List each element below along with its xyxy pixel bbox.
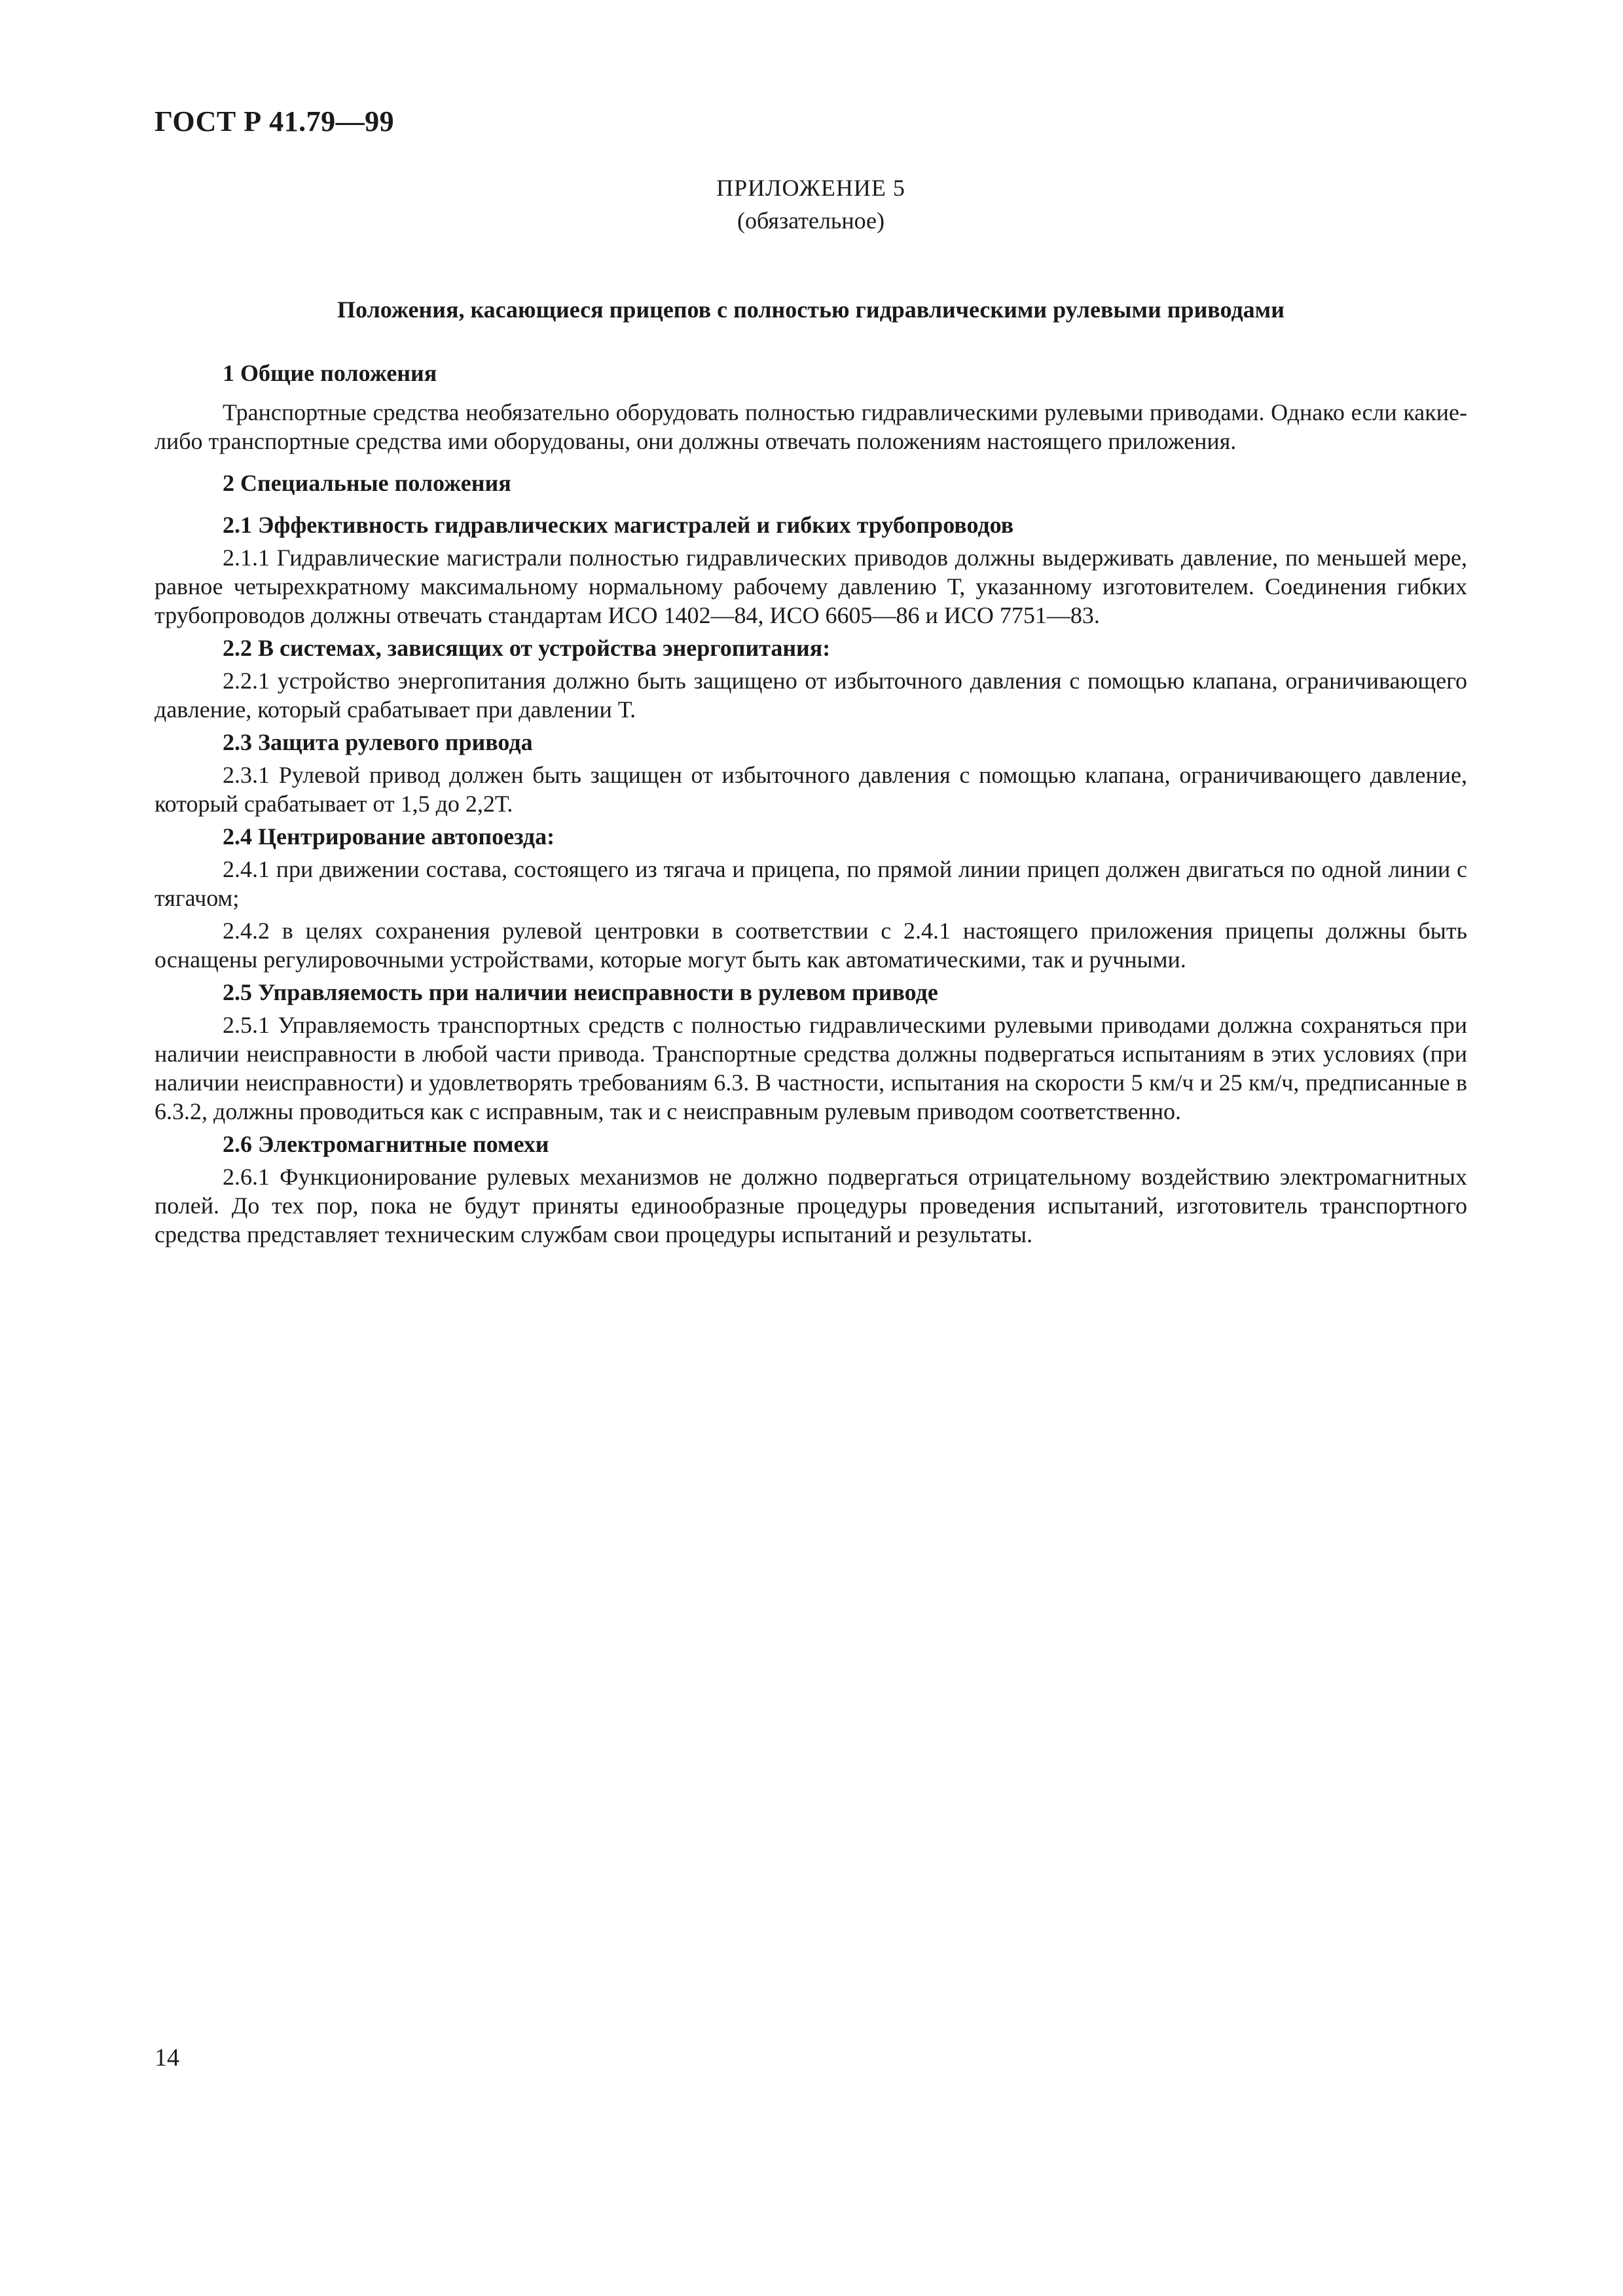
paragraph-2-5-1: 2.5.1 Управляемость транспортных средств с полностью гидравлическими рулевыми приводами должна сохраняться при наличии неисправности в любой части привода. Транспортные средства должны подвергаться испытаниям в этих условиях (при наличии неисправности) и удовлетворять требованиям 6.3. В частности, испытания на скорости 5 км/ч и 25 км/ч, предписанные в 6.3.2, должны проводиться как с исправным, так и с неисправным рулевым приводом соответственно. bbox=[155, 1012, 1467, 1124]
appendix-status: (обязательное) bbox=[737, 207, 884, 234]
document-title: Положения, касающиеся прицепов с полностью гидравлическими рулевыми приводами bbox=[337, 296, 1285, 323]
paragraph-2-2-1: 2.2.1 устройство энергопитания должно быть защищено от избыточного давления с помощью клапана, ограничивающего давление, который срабатывает при давлении Т. bbox=[155, 668, 1467, 723]
section-heading-2-2: 2.2 В системах, зависящих от устройства энергопитания: bbox=[223, 635, 831, 661]
paragraph-2-6-1: 2.6.1 Функционирование рулевых механизмов не должно подвергаться отрицательному воздействию электромагнитных полей. До тех пор, пока не будут приняты единообразные процедуры проведения испытаний, изготовитель транспортного средства представляет техническим службам свои процедуры испытаний и результаты. bbox=[155, 1164, 1467, 1247]
appendix-title: ПРИЛОЖЕНИЕ 5 bbox=[716, 175, 905, 201]
paragraph-2-3-1: 2.3.1 Рулевой привод должен быть защищен от избыточного давления с помощью клапана, ограничивающего давление, который срабатывает от 1,5 до 2,2Т. bbox=[155, 762, 1467, 817]
page-number: 14 bbox=[155, 2044, 179, 2072]
section-heading-2: 2 Специальные положения bbox=[223, 470, 511, 496]
appendix-heading bbox=[155, 171, 1467, 237]
section-heading-2-1: 2.1 Эффективность гидравлических магистралей и гибких трубопроводов bbox=[223, 512, 1014, 538]
section-heading-2-6: 2.6 Электромагнитные помехи bbox=[223, 1131, 549, 1157]
document-code-header: ГОСТ Р 41.79—99 bbox=[155, 105, 395, 137]
paragraph-1: Транспортные средства необязательно оборудовать полностью гидравлическими рулевыми приводами. Однако если какие-либо транспортные средства ими оборудованы, они должны отвечать положениям настоящего приложения. bbox=[155, 399, 1467, 454]
section-heading-2-4: 2.4 Центрирование автопоезда: bbox=[223, 823, 555, 850]
paragraph-2-4-2: 2.4.2 в целях сохранения рулевой центровки в соответствии с 2.4.1 настоящего приложения прицепы должны быть оснащены регулировочными устройствами, которые могут быть как автоматическими, так и ручными. bbox=[155, 918, 1467, 973]
section-heading-2-5: 2.5 Управляемость при наличии неисправности в рулевом приводе bbox=[223, 979, 938, 1005]
paragraph-2-4-1: 2.4.1 при движении состава, состоящего из тягача и прицепа, по прямой линии прицеп должен двигаться по одной линии с тягачом; bbox=[155, 856, 1467, 911]
section-heading-1: 1 Общие положения bbox=[223, 360, 437, 386]
section-heading-2-3: 2.3 Защита рулевого привода bbox=[223, 729, 533, 755]
paragraph-2-1-1: 2.1.1 Гидравлические магистрали полностью гидравлических приводов должны выдерживать давление, по меньшей мере, равное четырехкратному максимальному нормальному рабочему давлению Т, указанному изготовителем. Соединения гибких трубопроводов должны отвечать стандартам ИСО 1402—84, ИСО 6605—86 и ИСО 7751—83. bbox=[155, 545, 1467, 628]
document-body bbox=[155, 359, 1467, 1249]
